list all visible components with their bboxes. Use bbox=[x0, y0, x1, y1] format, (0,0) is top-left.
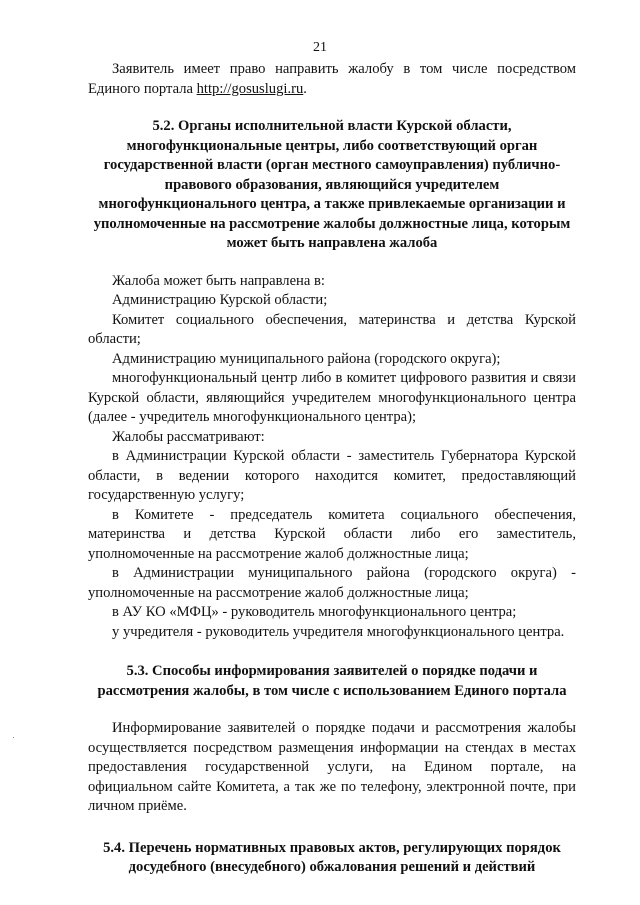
section-5-2-paragraph: Администрацию муниципального района (городского округа); bbox=[112, 350, 501, 367]
gosuslugi-link[interactable]: http://gosuslugi.ru bbox=[196, 80, 304, 97]
section-5-3-heading: 5.3. Способы информирования заявителей о порядке подачи и рассмотрения жалобы, в том числе с использованием Единого портала bbox=[97, 663, 567, 699]
section-5-2-paragraph: Комитет социального обеспечения, материнства и детства Курской области; bbox=[88, 311, 576, 347]
section-5-2-paragraph: в Администрации Курской области - заместитель Губернатора Курской области, в ведении которого находится комитет, предоставляющий государственную услугу; bbox=[88, 448, 576, 503]
section-5-2-paragraph: в Администрации муниципального района (городского округа) - уполномоченные на рассмотрение жалоб должностные лица; bbox=[88, 565, 576, 601]
section-5-2-paragraph: многофункциональный центр либо в комитет цифрового развития и связи Курской области, являющийся учредителем многофункционального центра (далее - учредитель многофункционального центра); bbox=[88, 370, 576, 425]
section-5-2-paragraph: Жалобы рассматривают: bbox=[112, 428, 265, 445]
section-5-2-paragraph: Жалоба может быть направлена в: bbox=[112, 272, 325, 289]
section-5-2-paragraph: у учредителя - руководитель учредителя многофункционального центра. bbox=[112, 623, 565, 640]
page-body bbox=[88, 60, 576, 878]
section-5-2-paragraph: в АУ КО «МФЦ» - руководитель многофункционального центра; bbox=[112, 604, 517, 620]
section-5-2-paragraph: Администрацию Курской области; bbox=[112, 292, 328, 308]
section-5-2-heading: 5.2. Органы исполнительной власти Курской области, многофункциональные центры, либо соответствующий орган государственной власти (орган местного самоуправления) публично-правового образования, являющийся учредителем многофункционального центра, а также привлекаемые организации и уполномоченные на рассмотрение жалобы должностные лица, которым может быть направлена жалоба bbox=[93, 118, 571, 251]
section-5-4-heading: 5.4. Перечень нормативных правовых актов, регулирующих порядок досудебного (внесудебного) обжалования решений и действий bbox=[103, 839, 561, 875]
section-5-2-paragraph: в Комитете - председатель комитета социального обеспечения, материнства и детства Курской области либо его заместитель, уполномоченные на рассмотрение жалоб должностные лица; bbox=[88, 506, 576, 562]
intro-text: Заявитель имеет право направить жалобу в том числе посредством Единого портала bbox=[88, 61, 576, 97]
page-number: 21 bbox=[313, 40, 327, 55]
scan-speck bbox=[13, 737, 14, 738]
section-5-3-paragraph: Информирование заявителей о порядке подачи и рассмотрения жалобы осуществляется посредством размещения информации на стендах в местах предоставления государственной услуги, на Едином портале, на официальном сайте Комитета, а так же по телефону, электронной почте, при личном приёме. bbox=[88, 720, 576, 814]
intro-paragraph bbox=[88, 60, 576, 99]
intro-after-link: . bbox=[303, 80, 307, 97]
